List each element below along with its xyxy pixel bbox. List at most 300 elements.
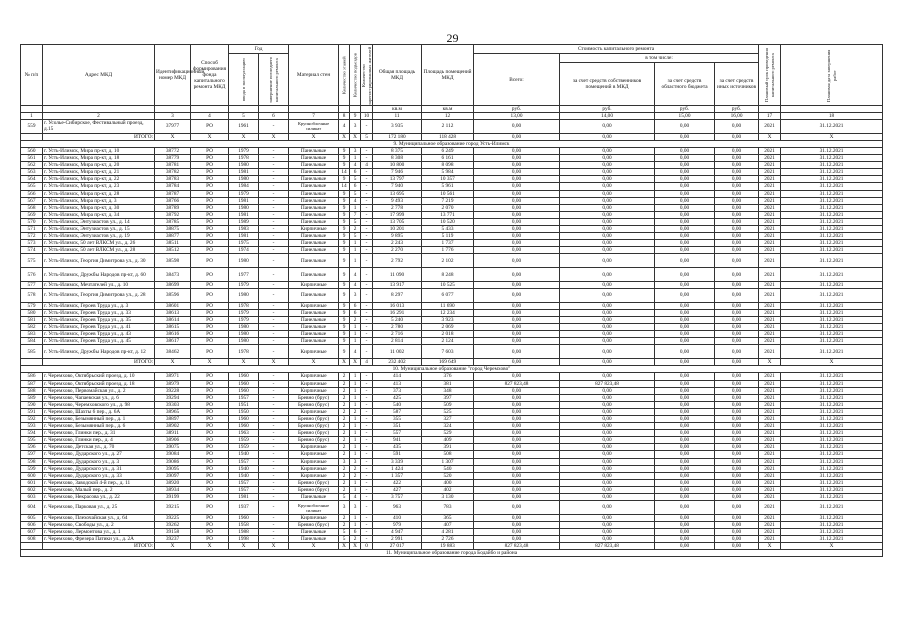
table-cell: 5 240 [373, 317, 422, 324]
table-cell: 0,00 [655, 387, 715, 394]
table-cell: 0,00 [715, 169, 759, 176]
table-cell: РО [191, 345, 229, 359]
table-cell: 1 [350, 423, 361, 430]
table-cell: 2021 [759, 514, 781, 521]
table-cell: - [259, 240, 289, 247]
table-cell: 1980 [229, 338, 259, 345]
table-cell: - [361, 338, 373, 345]
table-cell: 2021 [759, 317, 781, 324]
table-cell: 600 [21, 472, 43, 479]
table-cell: 11 690 [422, 302, 474, 309]
table-cell: X [259, 133, 289, 140]
table-cell: 2 [350, 226, 361, 233]
table-cell: Кирпичные [289, 408, 339, 415]
table-cell: 2 069 [422, 324, 474, 331]
table-cell: 0,00 [715, 479, 759, 486]
table-cell: 4 [350, 162, 361, 169]
table-cell: РО [191, 338, 229, 345]
table-cell: 783 [422, 501, 474, 515]
table-cell: 0,00 [655, 451, 715, 458]
table-cell: 576 [21, 268, 43, 282]
col-god: Год [229, 45, 289, 54]
table-cell: РО [191, 289, 229, 303]
table-cell: - [361, 458, 373, 465]
table-cell: 0,00 [474, 254, 560, 268]
table-cell: X [155, 359, 191, 366]
table-cell: 0,00 [655, 536, 715, 543]
table-cell: - [361, 494, 373, 501]
table-cell: г. Черемхово, Октябрьский проезд, д. 10 [43, 373, 155, 380]
table-cell: г. Усть-Илимск, Дружбы Народов пр-кт, д. 60 [43, 268, 155, 282]
table-cell: 0,00 [715, 247, 759, 254]
table-cell: 9 [339, 211, 350, 218]
table-cell: 0,00 [715, 359, 759, 366]
table-cell: 565 [21, 183, 43, 190]
table-cell: 31.12.2021 [781, 437, 883, 444]
table-cell: 31.12.2021 [781, 155, 883, 162]
table-cell: - [361, 240, 373, 247]
table-cell: 0,00 [474, 147, 560, 154]
table-cell: 1980 [229, 162, 259, 169]
table-cell: г. Черемхово, Шахты 6 пер., д. 6А [43, 408, 155, 415]
table-cell: 4 [350, 345, 361, 359]
table-cell: 0,00 [715, 218, 759, 225]
table-cell: 2021 [759, 472, 781, 479]
table-cell: 0,00 [715, 345, 759, 359]
table-cell: 31.12.2021 [781, 281, 883, 288]
table-cell: 31.12.2021 [781, 289, 883, 303]
table-cell: 2021 [759, 183, 781, 190]
table-cell: 827 823,48 [474, 380, 560, 387]
table-cell: 6 [350, 529, 361, 536]
table-cell: 2021 [759, 226, 781, 233]
table-cell: РО [191, 233, 229, 240]
table-cell: 31.12.2021 [781, 169, 883, 176]
table-cell: 5 433 [422, 226, 474, 233]
table-cell: 2 [339, 522, 350, 529]
table-cell: 1957 [229, 486, 259, 493]
table-cell: г. Усть-Илимск, Героев Труда ул., д. 43 [43, 331, 155, 338]
table-cell: 0,00 [655, 309, 715, 316]
table-cell: 4 947 [373, 529, 422, 536]
table-cell: - [361, 437, 373, 444]
table-cell: - [361, 147, 373, 154]
table-cell: 0,00 [715, 430, 759, 437]
table-cell: 0,00 [474, 501, 560, 515]
table-cell: 381 [422, 380, 474, 387]
table-cell: 0,00 [715, 465, 759, 472]
table-row [21, 401, 883, 408]
table-cell: Панельные [289, 536, 339, 543]
table-cell: - [259, 380, 289, 387]
table-cell: 0,00 [560, 254, 655, 268]
table-row [21, 309, 883, 316]
table-cell: 1 [350, 373, 361, 380]
table-cell: - [361, 281, 373, 288]
table-cell: 2 [339, 479, 350, 486]
table-cell: 602 [21, 486, 43, 493]
table-cell: 0,00 [715, 183, 759, 190]
table-cell: 0,00 [560, 302, 655, 309]
table-cell: 9 [339, 309, 350, 316]
table-cell: - [361, 233, 373, 240]
table-cell: 0,00 [474, 247, 560, 254]
table-cell: Панельные [289, 309, 339, 316]
table-cell: 10 561 [422, 190, 474, 197]
table-cell: - [361, 247, 373, 254]
table-row [21, 162, 883, 169]
table-cell: - [259, 176, 289, 183]
table-row [21, 190, 883, 197]
table-cell: - [259, 394, 289, 401]
table-cell: 31.12.2021 [781, 458, 883, 465]
table-cell: 6 [350, 302, 361, 309]
table-cell: 2021 [759, 324, 781, 331]
column-number: 16,00 [715, 113, 759, 120]
table-cell: 595 [21, 437, 43, 444]
table-cell: 2021 [759, 394, 781, 401]
table-cell: 2021 [759, 522, 781, 529]
table-cell: 1 737 [422, 240, 474, 247]
table-cell: Панельные [289, 218, 339, 225]
table-cell: 0,00 [474, 169, 560, 176]
table-cell: X [781, 133, 883, 140]
table-cell: 1988 [229, 529, 259, 536]
table-cell: 0,00 [655, 226, 715, 233]
table-cell: 1980 [229, 324, 259, 331]
table-cell: - [361, 211, 373, 218]
table-cell: - [259, 486, 289, 493]
table-cell: 0,00 [655, 359, 715, 366]
table-cell: 2021 [759, 254, 781, 268]
table-cell: Кирпичные [289, 302, 339, 309]
column-number: 15,00 [655, 113, 715, 120]
table-cell: 1960 [229, 387, 259, 394]
table-cell: 2021 [759, 501, 781, 515]
table-cell: 38512 [155, 247, 191, 254]
table-cell: 3 923 [422, 317, 474, 324]
table-row [21, 408, 883, 415]
table-cell: - [259, 401, 289, 408]
table-cell: 0,00 [474, 331, 560, 338]
table-cell: 0,00 [474, 211, 560, 218]
table-cell: г. Черемхово, Первомайская ул., д. 2 [43, 387, 155, 394]
table-cell: 1 [350, 394, 361, 401]
table-cell: г. Усть-Илимск, Георгия Димитрова ул., д. 30 [43, 254, 155, 268]
table-cell: 0,00 [715, 309, 759, 316]
table-cell: г. Черемхово, Безымянный пер., д. 1 [43, 415, 155, 422]
table-cell: 591 [21, 408, 43, 415]
table-cell: г. Усть-Илимск, 50 лет ВЛКСМ ул., д. 26 [43, 240, 155, 247]
table-cell: 0,00 [715, 233, 759, 240]
table-cell [21, 133, 43, 140]
table-cell: - [259, 169, 289, 176]
table-cell: 0,00 [560, 190, 655, 197]
table-cell: РО [191, 204, 229, 211]
table-cell: РО [191, 155, 229, 162]
table-cell: 1981 [229, 197, 259, 204]
table-cell: 592 [21, 415, 43, 422]
table-cell: 5 [339, 529, 350, 536]
table-cell: 2021 [759, 465, 781, 472]
table-cell: X [289, 359, 339, 366]
table-cell: 1 [350, 451, 361, 458]
total-row [21, 543, 883, 550]
table-cell: 0,00 [655, 204, 715, 211]
column-number: 5 [229, 113, 259, 120]
table-cell: 2021 [759, 380, 781, 387]
table-cell: 31.12.2021 [781, 233, 883, 240]
table-cell: 0,00 [474, 233, 560, 240]
table-cell: 0,00 [474, 486, 560, 493]
table-cell: РО [191, 190, 229, 197]
table-cell: 1958 [229, 522, 259, 529]
table-cell: 570 [21, 218, 43, 225]
table-cell: Панельные [289, 268, 339, 282]
table-cell: 567 [21, 197, 43, 204]
table-cell: 2021 [759, 233, 781, 240]
table-cell: 2021 [759, 536, 781, 543]
table-cell: 593 [21, 423, 43, 430]
table-cell: 6 [350, 183, 361, 190]
table-cell: РО [191, 479, 229, 486]
table-cell: 5 [350, 233, 361, 240]
table-cell: 561 [21, 155, 43, 162]
table-cell: 0,00 [655, 338, 715, 345]
table-cell: 13 695 [373, 190, 422, 197]
table-cell: 0,00 [474, 522, 560, 529]
table-cell: 7 603 [422, 345, 474, 359]
table-cell: 2 243 [373, 240, 422, 247]
table-cell: 0,00 [655, 373, 715, 380]
table-cell: 0,00 [474, 472, 560, 479]
table-cell: 0,00 [655, 465, 715, 472]
table-cell: 0,00 [655, 415, 715, 422]
table-cell: 37977 [155, 120, 191, 134]
table-cell: 0,00 [655, 169, 715, 176]
table-cell: 1957 [229, 394, 259, 401]
table-cell: 410 [373, 514, 422, 521]
table-cell: Кирпичные [289, 387, 339, 394]
table-cell: 0,00 [560, 268, 655, 282]
table-row [21, 536, 883, 543]
table-cell: 6 [350, 169, 361, 176]
table-cell: 1950 [229, 408, 259, 415]
table-cell: 8 375 [373, 147, 422, 154]
table-cell: 0,00 [715, 289, 759, 303]
table-cell: 38615 [155, 324, 191, 331]
table-cell: 605 [21, 514, 43, 521]
table-cell: 5 [339, 494, 350, 501]
col-inyh: за счет средств иных источников [715, 63, 759, 106]
table-cell: - [259, 233, 289, 240]
table-cell: 1989 [229, 218, 259, 225]
table-cell: 590 [21, 401, 43, 408]
table-cell: 27 017 [373, 543, 422, 550]
table-cell: 1 [350, 444, 361, 451]
table-cell: 9 [339, 147, 350, 154]
table-cell: 31.12.2021 [781, 324, 883, 331]
table-cell: 38877 [155, 233, 191, 240]
table-cell: 581 [21, 317, 43, 324]
table-cell: 0,00 [655, 240, 715, 247]
table-cell: 9 [339, 331, 350, 338]
table-cell: - [259, 472, 289, 479]
table-cell: 582 [21, 324, 43, 331]
table-cell: РО [191, 437, 229, 444]
table-cell: 0,00 [474, 536, 560, 543]
table-cell: 569 [21, 211, 43, 218]
table-cell: 827 823,48 [560, 543, 655, 550]
table-cell: X [259, 543, 289, 550]
table-cell: 10 357 [422, 176, 474, 183]
table-cell: 9 895 [373, 233, 422, 240]
table-cell: - [259, 281, 289, 288]
table-cell: 0,00 [655, 331, 715, 338]
table-cell: 0,00 [474, 359, 560, 366]
table-cell: 13 705 [373, 218, 422, 225]
table-cell: 6 077 [422, 289, 474, 303]
column-number: 1 [21, 113, 43, 120]
table-cell: - [361, 345, 373, 359]
table-cell: 0,00 [474, 281, 560, 288]
table-cell: 608 [21, 536, 43, 543]
table-cell: 0,00 [474, 394, 560, 401]
table-cell: 0,00 [715, 331, 759, 338]
table-cell: 0,00 [655, 472, 715, 479]
table-cell: 414 [373, 373, 422, 380]
table-cell: 11 090 [373, 268, 422, 282]
table-cell: 38598 [155, 254, 191, 268]
table-cell: 1977 [229, 268, 259, 282]
table-cell: 0,00 [655, 486, 715, 493]
table-cell: 0,00 [560, 536, 655, 543]
table-cell: 2021 [759, 162, 781, 169]
table-cell: Панельные [289, 338, 339, 345]
table-cell: 1 307 [422, 458, 474, 465]
table-cell: 0,00 [474, 226, 560, 233]
column-number: 4 [191, 113, 229, 120]
table-cell: 2 726 [422, 536, 474, 543]
table-cell: - [259, 451, 289, 458]
table-cell: - [361, 120, 373, 134]
table-cell: РО [191, 281, 229, 288]
table-cell: РО [191, 380, 229, 387]
table-row [21, 324, 883, 331]
table-cell: 1 [350, 401, 361, 408]
table-cell: Панельные [289, 155, 339, 162]
table-cell: 2 [339, 437, 350, 444]
table-cell: X [350, 133, 361, 140]
table-cell: 1 [350, 486, 361, 493]
table-cell: 31.12.2021 [781, 204, 883, 211]
unit-sob: руб. [560, 106, 655, 113]
table-cell: 38971 [155, 373, 191, 380]
table-cell: - [361, 451, 373, 458]
table-cell: Бревно (брус) [289, 479, 339, 486]
table-row [21, 465, 883, 472]
table-row [21, 338, 883, 345]
table-cell: РО [191, 423, 229, 430]
table-cell: 4 [350, 494, 361, 501]
table-cell: 5 [350, 190, 361, 197]
table-cell: 31.12.2021 [781, 522, 883, 529]
table-cell: 0,00 [655, 522, 715, 529]
table-cell: 2021 [759, 211, 781, 218]
table-cell: Кирпичные [289, 380, 339, 387]
table-row [21, 254, 883, 268]
table-cell: 0,00 [474, 120, 560, 134]
table-cell: 598 [21, 458, 43, 465]
table-cell: 591 [373, 451, 422, 458]
table-cell: 0,00 [655, 302, 715, 309]
table-row [21, 281, 883, 288]
table-cell: 2 070 [422, 204, 474, 211]
table-cell: - [259, 162, 289, 169]
table-cell: 9 [339, 190, 350, 197]
table-cell: РО [191, 408, 229, 415]
table-cell: 31.12.2021 [781, 514, 883, 521]
page-number: 29 [446, 31, 459, 45]
table-cell: 5 119 [422, 233, 474, 240]
table-cell: г. Усть-Илимск, Энтузиастов ул., д. 14 [43, 218, 155, 225]
table-cell: 0,00 [715, 197, 759, 204]
table-cell: 1 [350, 240, 361, 247]
table-cell: 0,00 [560, 197, 655, 204]
table-cell: 9 [339, 268, 350, 282]
table-cell: г. Усть-Илимск, Героев Труда ул., д. 45 [43, 338, 155, 345]
table-cell: 0,00 [655, 437, 715, 444]
table-cell: Панельные [289, 254, 339, 268]
table-cell: 0,00 [715, 444, 759, 451]
table-cell: 0,00 [474, 317, 560, 324]
table-cell: Панельные [289, 183, 339, 190]
table-cell: г. Усть-Илимск, Мира пр-кт, д. 21 [43, 169, 155, 176]
table-cell: 2021 [759, 415, 781, 422]
table-cell: РО [191, 387, 229, 394]
table-cell: РО [191, 240, 229, 247]
table-cell: 0,00 [560, 494, 655, 501]
table-cell: г. Черемхово, Некрасова ул., д. 22 [43, 494, 155, 501]
col-reg: Количество зарегистрированных жителей [360, 45, 372, 105]
table-cell: - [361, 289, 373, 303]
table-cell: 0,00 [655, 430, 715, 437]
table-cell: 5 984 [422, 169, 474, 176]
table-cell: 0,00 [715, 394, 759, 401]
table-cell: 3 [350, 147, 361, 154]
table-cell: 10 525 [422, 281, 474, 288]
table-cell: г. Черемхово, Свободы ул., д. 2 [43, 522, 155, 529]
table-cell: ИТОГО: [43, 133, 155, 140]
table-cell: 603 [21, 494, 43, 501]
table-cell: 31.12.2021 [781, 394, 883, 401]
table-cell: 324 [422, 423, 474, 430]
table-row [21, 147, 883, 154]
table-cell: - [361, 183, 373, 190]
table-cell: 1 [350, 415, 361, 422]
table-cell: г. Усть-Илимск, Энтузиастов ул., д. 19 [43, 233, 155, 240]
table-cell: 38473 [155, 268, 191, 282]
table-cell: 0,00 [560, 169, 655, 176]
table-cell: 607 [21, 529, 43, 536]
table-cell: 587 [21, 380, 43, 387]
table-cell: - [259, 458, 289, 465]
table-cell: 0,00 [474, 465, 560, 472]
table-cell: 0,00 [655, 281, 715, 288]
column-number: 9 [350, 113, 361, 120]
table-cell: 0,00 [560, 444, 655, 451]
table-cell: 31.12.2021 [781, 309, 883, 316]
